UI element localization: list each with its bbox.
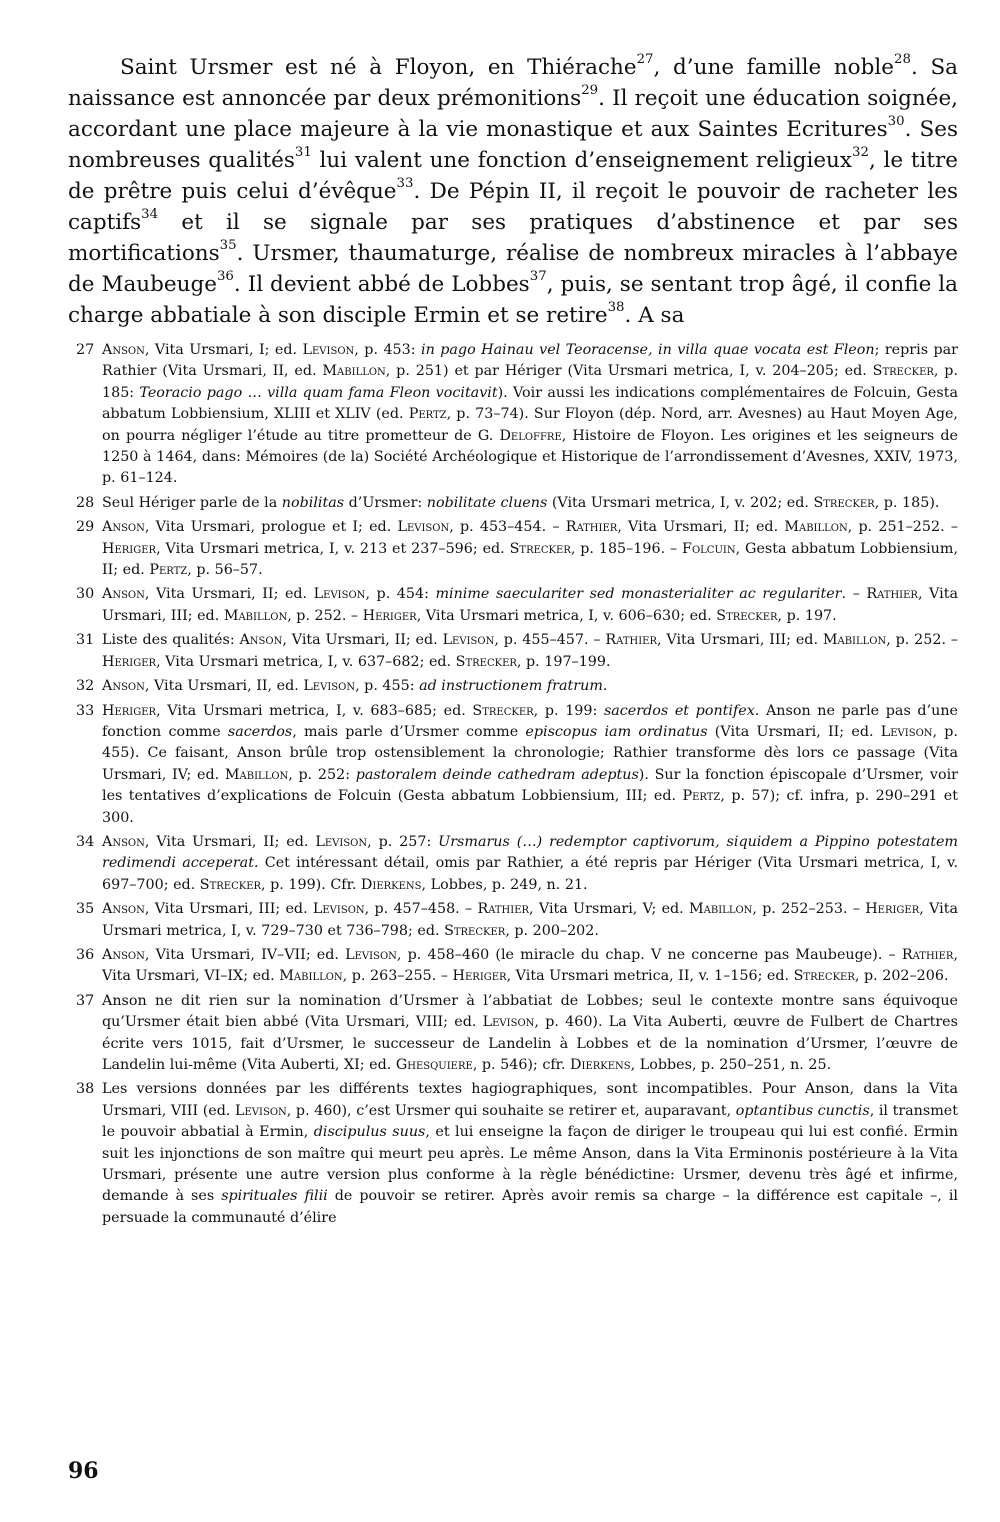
author-name: Mabillon — [784, 519, 848, 536]
text-run: , et lui enseigne la façon de diriger le troupeau qui lui est confié. Ermin suit les injonctions de son maître qui meurt peu après. Le même Anson, dans la Vita Erminonis postérieure à la Vita Ursmari, présente une autre version plus conforme à la règle bénédictine: Ursmer, devenu très âgé et infirme, demande à ses — [102, 1124, 958, 1205]
latin-quotation: ad instructionem fratrum — [419, 678, 603, 695]
footnote-reference: 34 — [141, 207, 159, 223]
text-run: ; repris par Rathier (Vita Ursmari, II, ed. — [102, 342, 959, 380]
text-run: , p. 73–74). Sur Floyon (dép. Nord, arr. Avesnes) au Haut Moyen Age, on pourra négliger l’étude au titre prometteur de G. — [102, 406, 958, 444]
footnote-number: 32 — [76, 678, 95, 695]
text-run: , p. 199: — [533, 702, 604, 719]
text-run: , p. 455: — [355, 678, 420, 695]
text-run: Les versions données par les différents textes hagiographiques, sont incompatibles. Pour Anson, dans la Vita Ursmari, VIII (ed. — [102, 1081, 958, 1119]
author-name: Mabillon — [689, 901, 753, 918]
footnote — [76, 701, 958, 829]
text-run: , Vita Ursmari, III; ed. — [102, 586, 958, 624]
text-run: . A sa — [624, 303, 685, 328]
text-run: , Vita Ursmari, III; ed. — [656, 632, 823, 649]
text-run: , puis, se sentant trop âgé, il confie la charge abbatiale à son disciple Ermin et se retire — [68, 272, 958, 328]
author-name: Rathier — [866, 586, 918, 603]
main-paragraph — [68, 52, 958, 331]
text-run: Anson ne dit rien sur la nomination d’Ursmer à l’abbatiat de Lobbes; seul le contexte montre sans équivoque qu’Ursmer était bien abbé (Vita Ursmari, VIII; ed. — [102, 992, 958, 1031]
footnote — [76, 630, 958, 673]
author-name: Anson — [102, 519, 145, 536]
text-run: , Vita Ursmari, III; ed. — [144, 901, 313, 918]
footnote-number: 28 — [76, 494, 95, 511]
text-run: . Sa naissance est annoncée par deux prémonitions — [68, 55, 958, 111]
author-name: Anson — [102, 586, 145, 603]
author-name: Levison — [880, 723, 933, 740]
footnote — [76, 517, 958, 581]
author-name: Levison — [302, 342, 355, 358]
author-name: Levison — [315, 833, 368, 850]
author-name: Strecker — [716, 607, 778, 624]
text-run: , Vita Ursmari, II, ed. — [144, 678, 304, 695]
footnote-reference: 31 — [294, 145, 312, 161]
footnote — [76, 991, 958, 1077]
text-run: , Vita Ursmari metrica, II, v. 1–156; ed. — [506, 968, 794, 985]
text-run: , p. 252. – — [287, 607, 363, 624]
author-name: Heriger — [102, 653, 157, 670]
author-name: Heriger — [102, 540, 157, 557]
footnote — [76, 1079, 958, 1229]
author-name: Dierkens — [360, 876, 422, 893]
footnote — [76, 584, 958, 627]
footnote-reference: 32 — [852, 145, 869, 161]
footnote-text — [102, 630, 958, 673]
text-run: , p. 453: — [354, 342, 422, 358]
author-name: Levison — [312, 901, 365, 918]
footnote-reference: 38 — [607, 300, 625, 316]
author-name: Heriger — [362, 607, 417, 624]
footnote-reference: 33 — [396, 176, 414, 192]
author-name: Heriger — [452, 968, 507, 985]
footnote-text — [102, 1079, 958, 1229]
latin-quotation: sacerdos — [227, 723, 293, 740]
footnote-number: 30 — [76, 586, 95, 603]
text-run: ). Sur la fonction épiscopale d’Ursmer, voir les tentatives d’explications de Folcuin (Gesta abbatum Lobbiensium, III; ed. — [102, 766, 958, 805]
latin-quotation: optantibus cunctis — [735, 1102, 870, 1119]
author-name: Mabillon — [279, 968, 343, 985]
latin-quotation: nobilitate cluens — [426, 494, 548, 511]
text-run: , le titre de prêtre puis celui d’évêque — [68, 148, 958, 204]
author-name: Levison — [235, 1102, 287, 1119]
text-run: . Il reçoit une éducation soignée, accordant une place majeure à la vie monastique et aux Saintes Ecritures — [68, 86, 959, 142]
footnote-reference: 27 — [636, 52, 654, 68]
footnote-text — [102, 991, 958, 1077]
author-name: Rathier — [565, 519, 618, 536]
text-run: , p. 455–457. – — [494, 632, 606, 649]
author-name: Levison — [313, 586, 366, 603]
author-name: Mabillon — [822, 632, 887, 649]
footnote-number: 33 — [76, 702, 95, 719]
footnote-reference: 28 — [894, 52, 911, 68]
text-run: , Lobbes, p. 249, n. 21. — [421, 876, 588, 893]
author-name: Strecker — [455, 653, 517, 670]
text-run: , Vita Ursmari metrica, I, v. 729–730 et 736–798; ed. — [102, 901, 959, 939]
text-run: , Vita Ursmari, prologue et I; ed. — [144, 519, 398, 536]
text-run: ). Voir aussi les indications complémentaires de Folcuin, Gesta abbatum Lobbiensium, XLIII et XLIV (ed. — [102, 384, 958, 423]
text-run: . De Pépin II, il reçoit le pouvoir de racheter les captifs — [68, 179, 958, 235]
footnote — [76, 493, 958, 514]
text-run: , Vita Ursmari metrica, I, v. 606–630; ed. — [416, 607, 717, 624]
text-run: , p. 199). Cfr. — [261, 876, 361, 893]
footnote — [76, 945, 958, 988]
footnote-text — [102, 899, 958, 942]
author-name: Heriger — [102, 702, 157, 719]
footnote-text — [102, 676, 958, 697]
text-run: . Ursmer, thaumaturge, réalise de nombreux miracles à l’abbaye de Maubeuge — [68, 241, 958, 297]
text-run: , Vita Ursmari, II; ed. — [617, 519, 785, 536]
author-name: Strecker — [472, 702, 534, 719]
author-name: Anson — [102, 946, 145, 963]
text-run: , d’une famille noble — [653, 55, 894, 80]
author-name: Levison — [303, 678, 356, 695]
author-name: Anson — [102, 833, 145, 850]
text-run: , Vita Ursmari, II; ed. — [144, 586, 314, 603]
author-name: Dierkens — [570, 1057, 631, 1073]
footnote-number: 31 — [76, 632, 95, 649]
text-run: , p. 460). La Vita Auberti, œuvre de Fulbert de Chartres écrite vers 1015, fait d’Ursmer, le successeur de Landelin à Lobbes et de la nomination d’Ursmer, l’œuvre de Landelin lui-même (Vita Auberti, XI; ed. — [102, 1014, 958, 1073]
text-run: (Vita Ursmari, II; ed. — [707, 723, 881, 740]
text-run: Seul Hériger parle de la — [102, 494, 282, 511]
latin-quotation: Ursmarus (…) redemptor captivorum, siquidem a Pippino potestatem redimendi acceperat — [102, 833, 958, 872]
author-name: Strecker — [813, 494, 875, 511]
author-name: Strecker — [199, 876, 262, 893]
text-run: Liste des qualités: — [102, 632, 240, 649]
author-name: Anson — [239, 632, 283, 649]
text-run: , Vita Ursmari, IV–VII; ed. — [144, 946, 346, 963]
latin-quotation: discipulus suus — [313, 1124, 426, 1141]
text-run: , Vita Ursmari, VI–IX; ed. — [102, 946, 958, 985]
text-run: , Histoire de Floyon. Les origines et les seigneurs de 1250 à 1464, dans: Mémoires (de la) Société Archéologique et Historique de l’arrondissement d’Avesnes, XXIV, 1973, p. 61–124. — [102, 427, 958, 487]
text-run: de pouvoir se retirer. Après avoir remis sa charge – la différence est capitale –, il persuade la communauté d’élire — [102, 1188, 958, 1226]
footnote-number: 35 — [76, 901, 95, 918]
latin-quotation: nobilitas — [281, 494, 345, 511]
footnote-reference: 37 — [529, 269, 547, 285]
text-run: . Anson ne parle pas d’une fonction comme — [102, 702, 958, 740]
text-run: , p. 56–57. — [187, 562, 263, 579]
footnote-text — [102, 945, 958, 988]
text-run: , p. 455). Ce faisant, Anson brûle trop ostensiblement la chronologie; Rathier transforme dès lors ce passage (Vita Ursmari, IV; ed. — [102, 723, 959, 783]
text-run: , p. 197–199. — [516, 653, 611, 670]
text-run: . Il devient abbé de Lobbes — [233, 272, 530, 297]
latin-quotation: in pago Hainau vel Teoracense, in villa quae vocata est Fleon — [421, 342, 875, 358]
author-name: Strecker — [509, 540, 571, 557]
text-run: , Vita Ursmari metrica, I, v. 213 et 237–596; ed. — [156, 540, 510, 557]
author-name: Strecker — [444, 922, 506, 939]
author-name: Anson — [102, 901, 145, 918]
text-run: , p. 453–454. – — [449, 519, 566, 536]
text-run: , p. 202–206. — [854, 968, 949, 985]
latin-quotation: pastoralem deinde cathedram adeptus — [355, 766, 639, 783]
text-run: , p. 454: — [365, 586, 436, 603]
text-run: . — [602, 678, 608, 695]
text-run: , p. 257: — [367, 833, 439, 850]
text-run: , Vita Ursmari metrica, I, v. 683–685; ed. — [156, 702, 473, 719]
text-run: , Vita Ursmari, I; ed. — [144, 342, 303, 358]
author-name: Pertz — [408, 406, 447, 423]
footnote-text — [102, 832, 958, 896]
text-run: , p. 252. – — [886, 632, 958, 649]
text-run: lui valent une fonction d’enseignement religieux — [311, 148, 853, 173]
text-run: , p. 457–458. – — [364, 901, 478, 918]
footnotes-list — [76, 340, 958, 1232]
page-number: 96 — [68, 1458, 99, 1484]
text-run: , p. 251–252. – — [847, 519, 958, 536]
text-run: , p. 458–460 (le miracle du chap. V ne concerne pas Maubeuge). – — [396, 946, 902, 963]
footnote-text — [102, 517, 958, 581]
text-run: , il transmet le pouvoir abbatial à Ermin, — [102, 1102, 958, 1141]
footnote-text — [102, 584, 958, 627]
text-run: , Vita Ursmari, II; ed. — [144, 833, 316, 850]
text-run: , Lobbes, p. 250–251, n. 25. — [630, 1057, 832, 1073]
footnote-number: 38 — [76, 1081, 95, 1098]
latin-quotation: sacerdos et pontifex — [603, 702, 755, 719]
footnote — [76, 676, 958, 697]
text-run: , p. 57); cf. infra, p. 290–291 et 300. — [102, 788, 959, 826]
text-run: . – — [841, 586, 867, 603]
footnote-reference: 36 — [216, 269, 234, 285]
text-run: , p. 185: — [102, 363, 958, 401]
text-run: , p. 460), c’est Ursmer qui souhaite se retirer et, auparavant, — [286, 1102, 736, 1119]
author-name: Anson — [102, 678, 145, 695]
text-run: , Vita Ursmari, II; ed. — [282, 632, 443, 649]
author-name: Mabillon — [322, 363, 386, 380]
author-name: Heriger — [865, 901, 920, 918]
text-run: , mais parle d’Ursmer comme — [292, 723, 526, 740]
footnote-number: 36 — [76, 946, 95, 963]
footnote-reference: 35 — [219, 238, 237, 254]
footnote — [76, 340, 958, 490]
text-run: , p. 185–196. – — [570, 540, 683, 557]
text-run: . Cet intéressant détail, omis par Rathier, a été repris par Hériger (Vita Ursmari metrica, I, v. 697–700; ed. — [102, 855, 959, 893]
footnote-number: 37 — [76, 992, 95, 1009]
text-run: , Vita Ursmari, V; ed. — [529, 901, 690, 918]
footnote — [76, 899, 958, 942]
footnote-number: 34 — [76, 833, 95, 850]
latin-quotation: minime saeculariter sed monasterialiter ac regulariter — [435, 586, 842, 603]
author-name: Levison — [482, 1014, 535, 1031]
footnote-reference: 29 — [581, 83, 599, 99]
author-name: Mabillon — [223, 607, 288, 624]
text-run: , p. 263–255. – — [342, 968, 453, 985]
author-name: Pertz — [682, 788, 721, 805]
text-run: , p. 546); cfr. — [472, 1057, 571, 1073]
footnote-reference: 30 — [887, 114, 905, 130]
author-name: Levison — [397, 519, 450, 536]
text-run: et il se signale par ses pratiques d’abstinence et par ses mortifications — [68, 210, 958, 266]
author-name: Folcuin — [682, 540, 736, 557]
author-name: Rathier — [901, 946, 954, 963]
latin-quotation: episcopus iam ordinatus — [525, 723, 708, 740]
footnote-text — [102, 493, 958, 514]
text-run: , Gesta abbatum Lobbiensium, II; ed. — [102, 540, 958, 579]
author-name: Deloffre — [499, 427, 562, 444]
footnote — [76, 832, 958, 896]
footnote-number: 29 — [76, 519, 95, 536]
text-run: , p. 197. — [777, 607, 837, 624]
author-name: Strecker — [872, 363, 934, 380]
text-run: Saint Ursmer est né à Floyon, en Thiérache — [120, 55, 637, 80]
footnote-number: 27 — [76, 342, 95, 358]
footnote-text — [102, 701, 958, 829]
text-run: , p. 252–253. – — [752, 901, 866, 918]
latin-quotation: spirituales filii — [221, 1188, 328, 1205]
author-name: Pertz — [149, 562, 188, 579]
latin-quotation: Teoracio pago … villa quam fama Fleon vocitavit — [139, 384, 498, 401]
text-run: , p. 251) et par Hériger (Vita Ursmari metrica, I, v. 204–205; ed. — [385, 363, 873, 380]
author-name: Strecker — [793, 968, 855, 985]
author-name: Rathier — [605, 632, 657, 649]
text-run: (Vita Ursmari metrica, I, v. 202; ed. — [547, 494, 814, 511]
author-name: Anson — [102, 342, 145, 358]
text-run: d’Ursmer: — [344, 494, 427, 511]
author-name: Ghesquiere — [395, 1057, 473, 1073]
text-run: . Ses nombreuses qualités — [68, 117, 959, 173]
author-name: Levison — [442, 632, 495, 649]
text-run: , p. 200–202. — [505, 922, 599, 939]
text-run: , p. 252: — [288, 766, 356, 783]
footnote-text — [102, 340, 958, 490]
author-name: Levison — [345, 946, 397, 963]
author-name: Rathier — [477, 901, 530, 918]
text-run: , Vita Ursmari metrica, I, v. 637–682; ed. — [156, 653, 456, 670]
text-run: , p. 185). — [874, 494, 940, 511]
author-name: Mabillon — [224, 766, 289, 783]
